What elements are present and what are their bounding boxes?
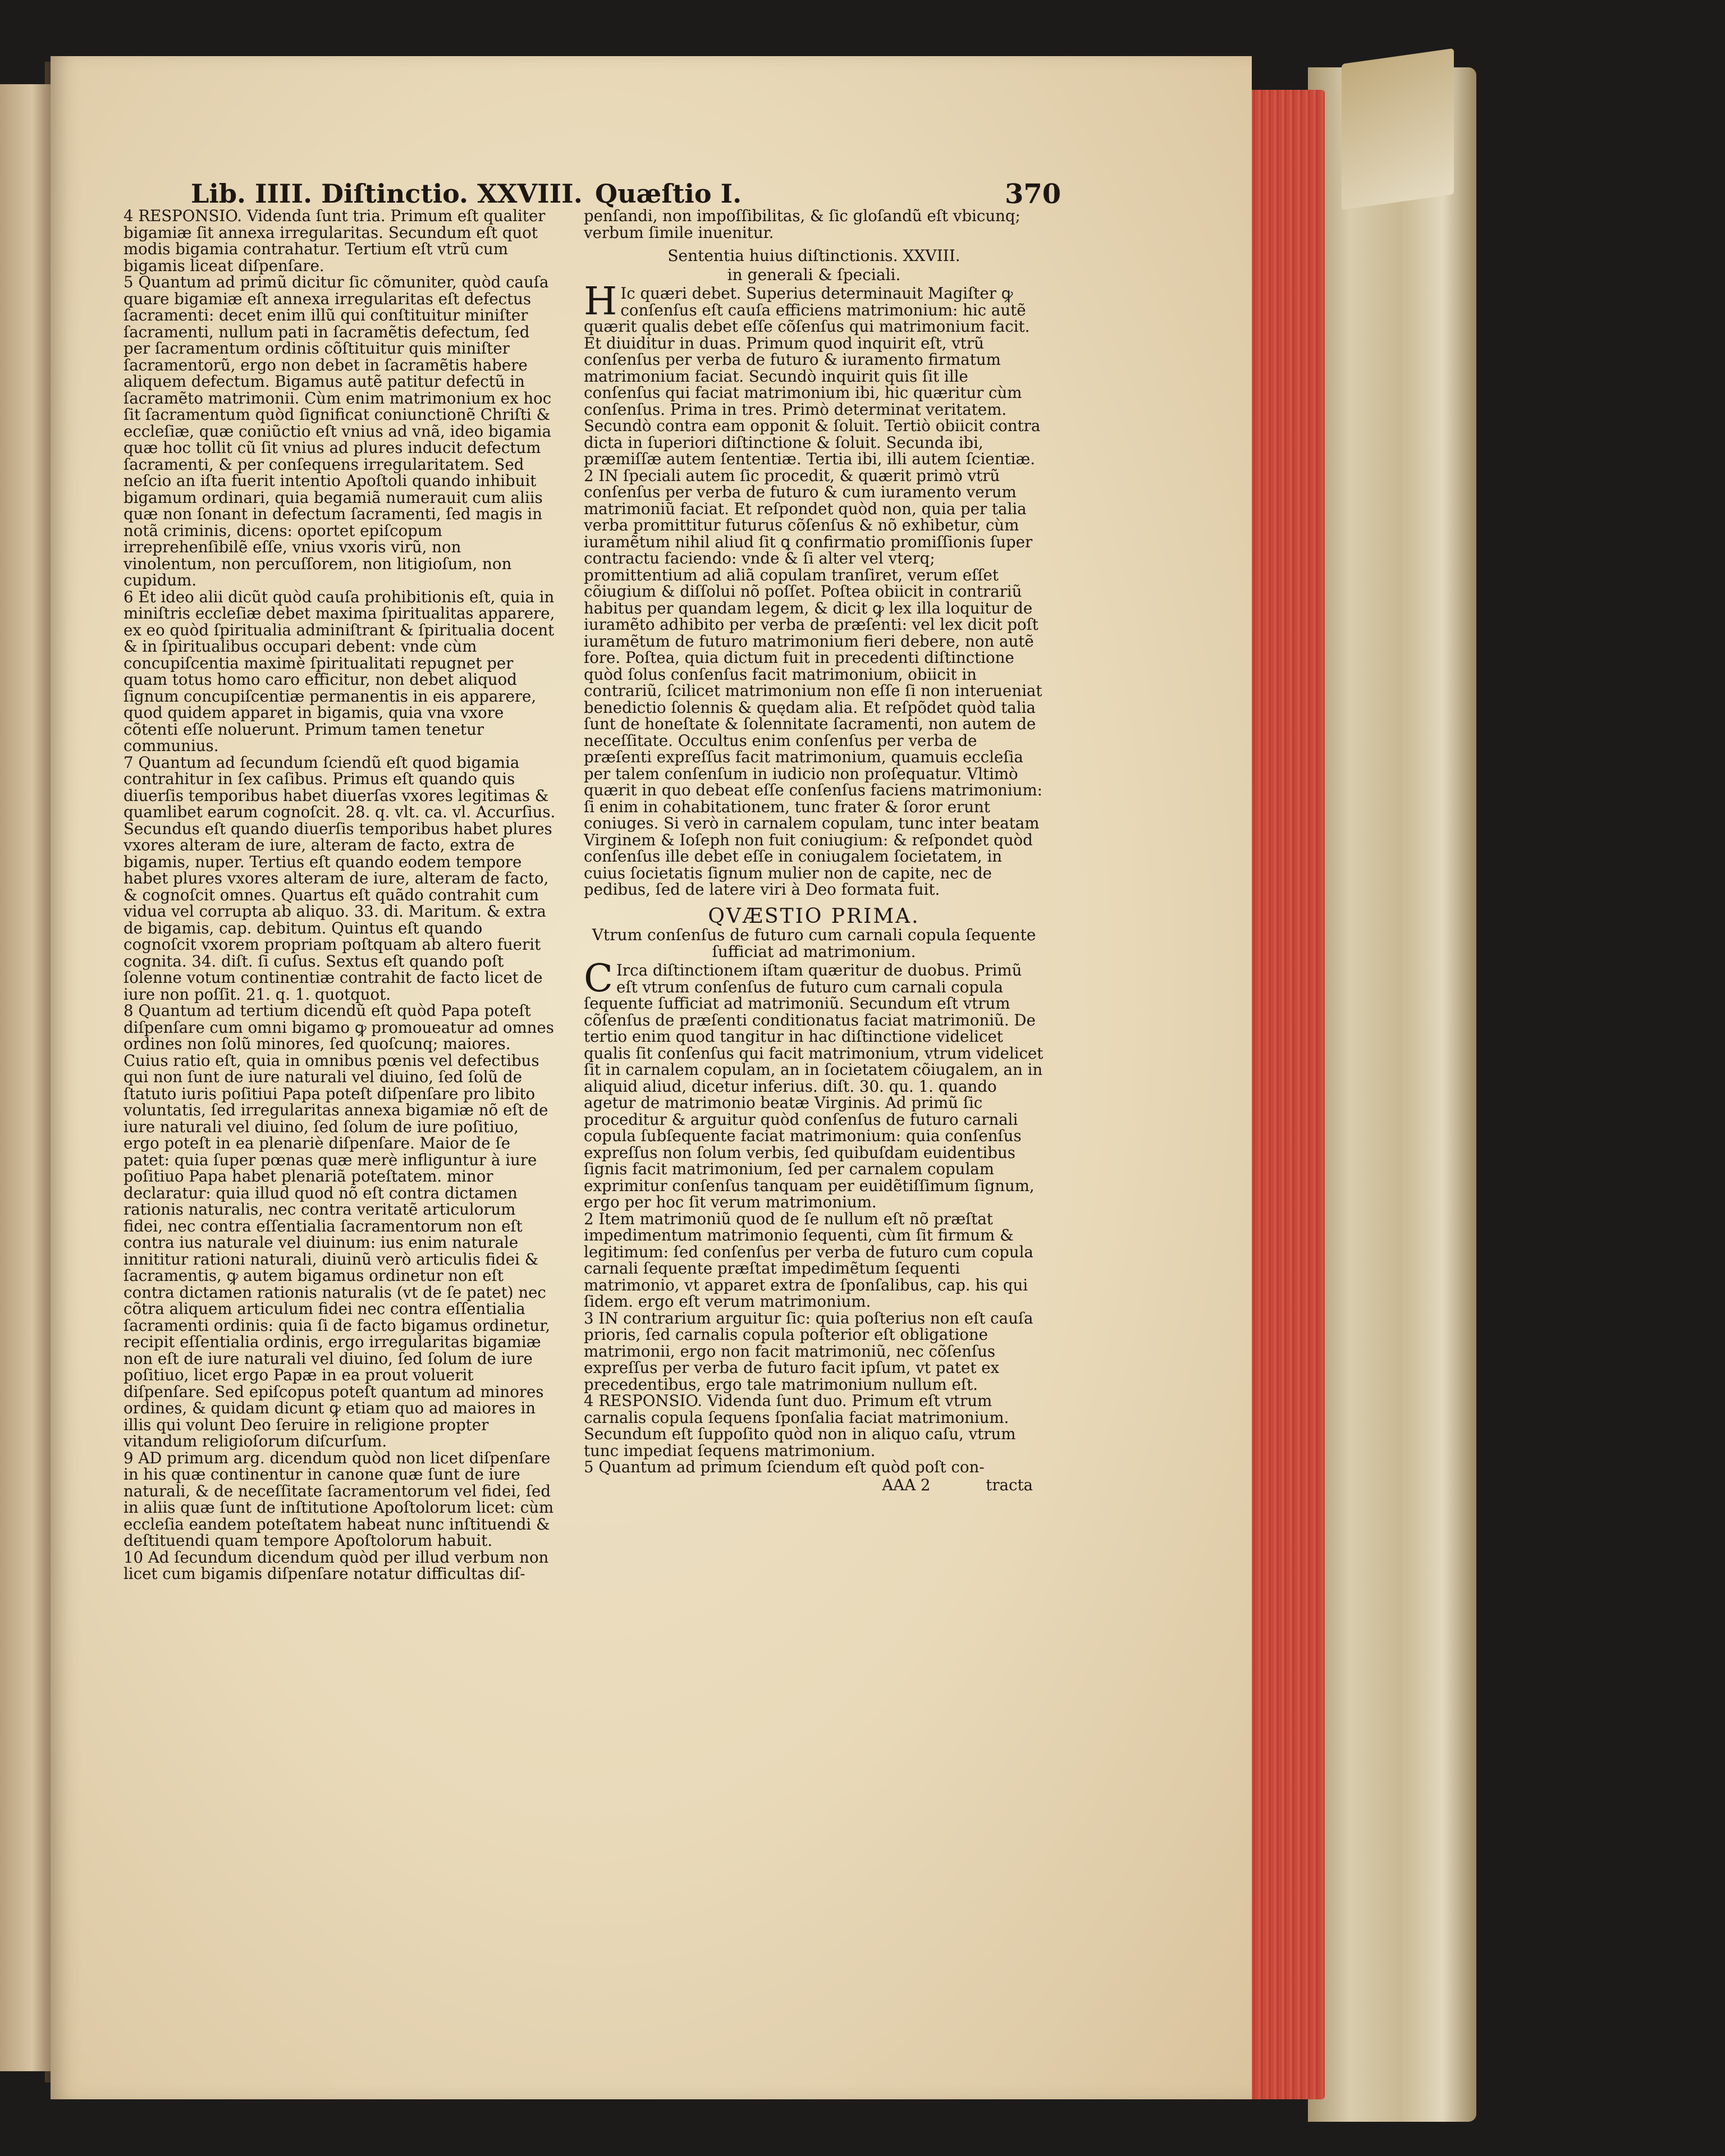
catchword: tracta <box>986 1475 1033 1494</box>
signature-line <box>584 1477 1044 1494</box>
paragraph: 10 Ad ſecundum dicendum quòd per illud verbum non licet cum bigamis diſpenſare notatur difficultas diſ- <box>123 1548 549 1583</box>
paragraph: 4 RESPONSIO. Videnda ſunt tria. Primum eſt qualiter bigamiæ ſit annexa irregularitas. Secundum eſt quot modis bigamia contrahatur. Tertium eſt vtrũ cum bigamis liceat diſpenſare. <box>123 207 546 275</box>
paragraph: CIrca diſtinctionem iſtam quæritur de duobus. Primũ eſt vtrum conſenſus de futuro cum carnali copula ſequente ſufficiat ad matrimoniũ. Secundum eſt vtrum cõſenſus de præſenti conditionatus faciat matrimoniũ. De tertio enim quod tangitur in hac diſtinctione videlicet qualis ſit conſenſus qui facit matrimonium, vtrum videlicet ſit in carnalem copulam, an in ſocietatem cõiugalem, an in aliquid aliud, dicetur inferius. diſt. 30. qu. 1. quando agetur de matrimonio beatæ Virginis. Ad primũ ſic proceditur & arguitur quòd conſenſus de futuro carnali copula ſubſequente faciat matrimonium: quia conſenſus expreſſus non ſolum verbis, ſed quibuſdam euidentibus ſignis facit matrimonium, ſed per carnalem copulam exprimitur conſenſus tanquam per euidẽtiſſimum ſignum, ergo per hoc ſit verum matrimonium. <box>584 956 1044 1211</box>
paragraph: 5 Quantum ad primũ dicitur ſic cõmuniter, quòd cauſa quare bigamiæ eſt annexa irregularitas eſt defectus ſacramenti: decet enim illũ qui conſtituitur miniſter ſacramenti, nullum pati in ſacramẽtis defectum, ſed per ſacramentum ordinis cõſtituitur quis miniſter ſacramentorũ, ergo non debet in ſacramẽtis habere aliquem defectum. Bigamus autẽ patitur defectũ in ſacramẽto matrimonii. Cùm enim matrimonium ex hoc ſit ſacramentum quòd ſignificat coniunctionẽ Chriſti & eccleſiæ, quæ coniũctio eſt vnius ad vnã, ideo bigamia quæ hoc tollit cũ ſit vnius ad plures inducit defectum ſacramenti, & per conſequens irregularitatem. Sed neſcio an iſta fuerit intentio Apoſtoli quando inhibuit bigamum ordinari, quia begamiã numerauit cum aliis quæ non ſonant in defectum ſacramenti, ſed magis in notã criminis, dicens: oportet epiſcopum irreprehenſibilẽ eſſe, vnius vxoris virũ, non vinolentum, non percuſſorem, non litigioſum, non cupidum. <box>123 273 552 589</box>
paragraph: 4 RESPONSIO. Videnda ſunt duo. Primum eſt vtrum carnalis copula ſequens ſponſalia faciat matrimonium. Secundum eſt ſuppoſito quòd non in aliquo caſu, vtrum tunc impediat ſequens matrimonium. <box>584 1391 1016 1460</box>
signature-mark: AAA 2 <box>882 1475 931 1494</box>
paragraph: 5 Quantum ad primum ſciendum eſt quòd poſt con- <box>584 1458 985 1476</box>
paragraph: 8 Quantum ad tertium dicendũ eſt quòd Papa poteſt diſpenſare cum omni bigamo ꝙ promoueatur ad omnes ordines non ſolũ minores, ſed quoſcunq; maiores. Cuius ratio eſt, quia in omnibus pœnis vel defectibus qui non ſunt de iure naturali vel diuino, ſed ſolũ de ſtatuto iuris poſitiui Papa poteſt diſpenſare pro libito voluntatis, ſed irregularitas annexa bigamiæ nõ eſt de iure naturali vel diuino, ſed ſolum de iure poſitiuo, ergo poteſt in ea plenariè diſpenſare. Maior de ſe patet: quia ſuper pœnas quæ merè infliguntur à iure poſitiuo Papa habet plenariã poteſtatem. minor declaratur: quia illud quod nõ eſt contra dictamen rationis naturalis, nec contra veritatẽ articulorum fidei, nec contra eſſentialia ſacramentorum non eſt contra ius naturale vel diuinum: ius enim naturale innititur rationi naturali, diuinũ verò articulis fidei & ſacramentis, ꝙ autem bigamus ordinetur non eſt contra dictamen rationis naturalis (vt de ſe patet) nec cõtra aliquem articulum fidei nec contra eſſentialia ſacramenti ordinis: quia ſi de facto bigamus ordinetur, recipit eſſentialia ordinis, ergo irregularitas bigamiæ non eſt de iure naturali vel diuino, ſed ſolum de iure poſitiuo, licet ergo Papæ in ea prout voluerit diſpenſare. Sed epiſcopus poteſt quantum ad minores ordines, & quidam dicunt ꝙ etiam quo ad maiores in illis qui volunt Deo ſeruire in religione propter vitandum religioſorum diſcurſum. <box>123 1001 554 1450</box>
paragraph: 2 IN ſpeciali autem ſic procedit, & quærit primò vtrũ conſenſus per verba de futuro & cum iuramento verum matrimoniũ faciat. Et reſpondet quòd non, quia per talia verba promittitur futurus cõſenſus & nõ exhibetur, cùm iuramẽtum nihil aliud ſit ꝗ confirmatio promiſſionis ſuper contractu faciendo: vnde & ſi alter vel vterq; promittentium ad aliã copulam tranſiret, verum eſſet cõiugium & diſſolui nõ poſſet. Poſtea obiicit in contrariũ habitus per quandam legem, & dicit ꝙ lex illa loquitur de iuramẽto adhibito per verba de præſenti: vel lex dicit poſt iuramẽtum de futuro matrimonium fieri debere, non autẽ fore. Poſtea, quia dictum fuit in precedenti diſtinctione quòd ſolus conſenſus facit matrimonium, obiicit in contrariũ, ſcilicet matrimonium non eſſe ſi non interueniat benedictio ſolennis & quędam alia. Et reſpõdet quòd talia ſunt de honeſtate & ſolennitate ſacramenti, non autem de neceſſitate. Occultus enim conſenſus per verba de præſenti expreſſus facit matrimonium, quamuis eccleſia per talem conſenſum in iudicio non proſequatur. Vltimò quærit in quo debeat eſſe conſenſus faciens matrimonium: ſi enim in cohabitationem, tunc frater & ſoror erunt coniuges. Si verò in carnalem copulam, tunc inter beatam Virginem & Ioſeph non fuit coniugium: & reſpondet quòd conſenſus ille debet eſſe in coniugalem ſocietatem, in cuius ſocietatis ſignum mulier non de capite, nec de pedibus, ſed de latere viri à Deo formata fuit. <box>584 466 1042 899</box>
paragraph: 9 AD primum arg. dicendum quòd non licet diſpenſare in his quæ continentur in canone quæ ſunt de iure naturali, & de neceſſitate ſacramentorum vel fidei, ſed in aliis quæ ſunt de inſtitutione Apoſtolorum licet: cùm eccleſia eandem poteſtatem habeat nunc inſtituendi & deſtituendi quam tempore Apoſtolorum habuit. <box>123 1448 554 1550</box>
paragraph: penſandi, non impoſſibilitas, & ſic gloſandũ eſt vbicunq; verbum ſimile inuenitur. <box>584 207 1021 242</box>
header-book: Lib. IIII. Diſtinctio. XXVIII. <box>191 178 583 209</box>
red-page-edges <box>1241 90 1325 2099</box>
vellum-cover <box>1308 67 1476 2122</box>
cover-flap <box>1342 48 1454 210</box>
right-column <box>584 208 1044 1493</box>
section-subheading: in generali & ſpeciali. <box>727 265 901 284</box>
paragraph: 6 Et ideo alii dicũt quòd cauſa prohibitionis eſt, quia in miniſtris eccleſiæ debet maxima ſpiritualitas apparere, ex eo quòd ſpiritualia adminiſtrant & ſpiritualia docent & in ſpiritualibus occupari debent: vnde cùm concupiſcentia maximè ſpiritualitati repugnet per quam totus homo caro efficitur, non debet aliquod ſignum concupiſcentiæ permanentis in eis apparere, quod quidem apparet in bigamis, quia vna vxore cõtenti eſſe noluerunt. Primum tamen tenetur communius. <box>123 587 555 755</box>
header-question: Quæſtio I. <box>595 178 742 209</box>
paragraph: 7 Quantum ad ſecundum ſciendũ eſt quod bigamia contrahitur in ſex caſibus. Primus eſt quando quis diuerſis temporibus habet diuerſas vxores legitimas & quamlibet earum cognoſcit. 28. q. vlt. ca. vl. Accurſius. Secundus eſt quando diuerſis temporibus habet plures vxores alteram de iure, alteram de facto, extra de bigamis, nuper. Tertius eſt quando eodem tempore habet plures vxores alteram de iure, alteram de facto, & cognoſcit omnes. Quartus eſt quãdo contrahit cum vidua vel corrupta ab aliquo. 33. di. Maritum. & extra de bigamis, cap. debitum. Quintus eſt quando cognoſcit vxorem propriam poſtquam ab altero fuerit cognita. 34. diſt. ſi cuſus. Sextus eſt quando poſt ſolenne votum continentiæ contrahit de facto licet de iure non poſſit. 21. q. 1. quotquot. <box>123 753 556 1004</box>
left-page-edge <box>0 84 53 2071</box>
question-subheading: Vtrum conſenſus de futuro cum carnali copula ſequente ſufficiat ad matrimonium. <box>592 926 1036 961</box>
left-column <box>123 208 556 1582</box>
folio-number: 370 <box>1005 178 1061 210</box>
paragraph: 3 IN contrarium arguitur ſic: quia poſterius non eſt cauſa prioris, ſed carnalis copula poſterior eſt obligatione matrimonii, ergo non facit matrimoniũ, nec cõſenſus expreſſus per verba de futuro facit ipſum, vt patet ex precedentibus, ergo tale matrimonium nullum eſt. <box>584 1308 1033 1394</box>
section-heading: Sententia huius diſtinctionis. XXVIII. <box>667 246 960 265</box>
question-heading: QVÆSTIO PRIMA. <box>708 904 920 928</box>
paragraph: HIc quæri debet. Superius determinauit Magiſter ꝙ conſenſus eſt cauſa efficiens matrimonium: hic autẽ quærit qualis debet eſſe cõſenſus qui matrimonium facit. Et diuiditur in duas. Primum quod inquirit eſt, vtrũ conſenſus per verba de futuro & iuramento firmatum matrimonium faciat. Secundò inquirit quis ſit ille conſenſus qui faciat matrimonium ibi, hic quæritur cùm conſenſus. Prima in tres. Primò determinat veritatem. Secundò contra eam opponit & ſoluit. Tertiò obiicit contra dicta in ſuperiori diſtinctione & ſoluit. Secunda ibi, præmiſſæ autem ſententiæ. Tertia ibi, illi autem ſcientiæ. <box>584 280 1041 468</box>
paragraph: 2 Item matrimoniũ quod de ſe nullum eſt nõ præſtat impedimentum matrimonio ſequenti, cùm ſit firmum & legitimum: ſed conſenſus per verba de futuro cum copula carnali ſequente præſtat impedimẽtum ſequenti matrimonio, vt apparet extra de ſponſalibus, cap. his qui ſidem. ergo eſt verum matrimonium. <box>584 1209 1033 1311</box>
